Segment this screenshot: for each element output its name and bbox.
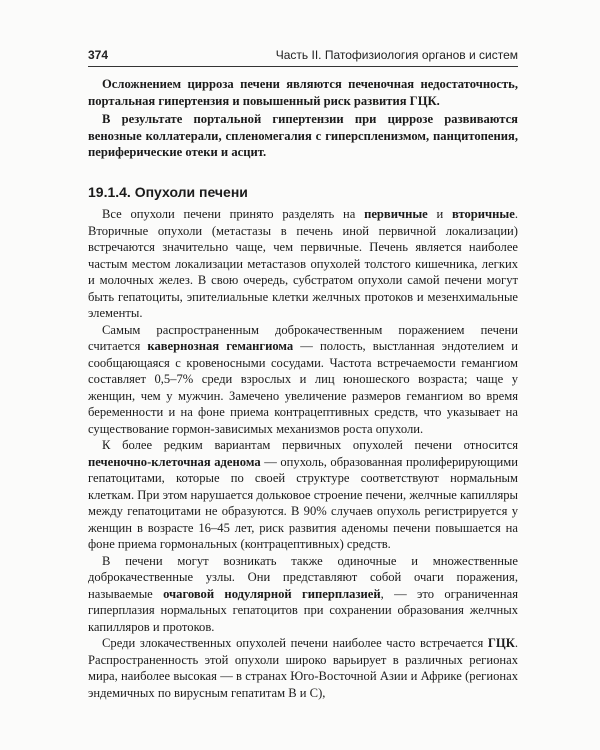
page-header <box>88 48 518 67</box>
text-run: . Распространенность этой опухоли широко варьирует в различных регионах мира, наиболее высокая — в странах Юго-Восточной Азии и Африке (регионах эндемичных по вирусным гепатитам B и C), <box>88 636 518 700</box>
term-hcc: ГЦК <box>487 636 515 650</box>
summary-paragraph: Осложнением цирроза печени являются печеночная недостаточность, портальная гипертензия и повышенный риск развития ГЦК. <box>88 77 518 108</box>
paragraph-3 <box>88 437 518 553</box>
text-run: В печени могут возникать также одиночные и множественные доброкачественные узлы. Они представляют собой очаги поражения, называемые <box>88 553 518 601</box>
term-secondary: вторичные <box>451 207 515 221</box>
term-hepatocellular-adenoma: печеночно-клеточная аденома <box>88 454 261 469</box>
paragraph-4 <box>88 553 518 636</box>
paragraph-2 <box>88 322 518 438</box>
summary-block <box>88 76 518 163</box>
paragraph-5 <box>88 635 518 701</box>
paragraph-1 <box>88 206 518 322</box>
body-text <box>88 206 518 701</box>
text-run: К более редким вариантам первичных опухолей печени относится <box>102 438 518 452</box>
page-number: 374 <box>88 48 109 62</box>
text-run: , — это ограниченная гиперплазия нормальных гепатоцитов при сохранении образования желчных капилляров и протоков. <box>88 586 518 634</box>
text-run: — полость, выстланная эндотелием и сообщающаяся с кровеносными сосудами. Частота встречаемости гемангиом составляет 0,5–7% среди взрослых и лиц юношеского возраста; чаще у женщин, чем у мужчин. Замечено увеличение размеров гемангиом во время беременности и на фоне приема контрацептивных средств, что указывает на существование гормон-зависимых механизмов роста опухоли. <box>88 339 518 436</box>
term-cavernous-hemangioma: кавернозная гемангиома <box>147 339 294 353</box>
section-title: 19.1.4. Опухоли печени <box>88 184 248 200</box>
text-run: . Вторичные опухоли (метастазы в печень иной первичной локализации) встречаются значительно чаще, чем первичные. Печень является наиболее частым местом локализации метастазов опухолей толстого кишечника, легких и молочных желез. В свою очередь, субстратом опухоли самой печени могут быть гепатоциты, эпителиальные клетки желчных протоков и мезенхимальные элементы. <box>88 207 518 320</box>
term-focal-nodular-hyperplasia: очаговой нодулярной гиперплазией <box>163 586 381 601</box>
text-run: Среди злокачественных опухолей печени наиболее часто встречается <box>102 636 488 650</box>
running-title: Часть II. Патофизиология органов и систем <box>275 48 518 62</box>
text-run: — опухоль, образованная пролиферирующими гепатоцитами, которые по своей структуре соответствуют нормальным клеткам. При этом нарушается дольковое строение печени, желчные капилляры между гепатоцитами не образуются. В 90% случаев опухоль регистрируется у женщин в возрасте 16–45 лет, риск развития аденомы печени повышается на фоне приема гормональных (контрацептивных) средств. <box>88 454 518 551</box>
term-primary: первичные <box>364 207 428 221</box>
text-run: Все опухоли печени принято разделять на <box>102 207 365 221</box>
summary-paragraph: В результате портальной гипертензии при циррозе развиваются венозные коллатерали, спленомегалия с гиперспленизмом, панцитопения, периферические отеки и асцит. <box>88 112 518 159</box>
text-run: и <box>427 207 452 221</box>
text-run: Самым распространенным доброкачественным поражением печени считается <box>88 322 518 353</box>
